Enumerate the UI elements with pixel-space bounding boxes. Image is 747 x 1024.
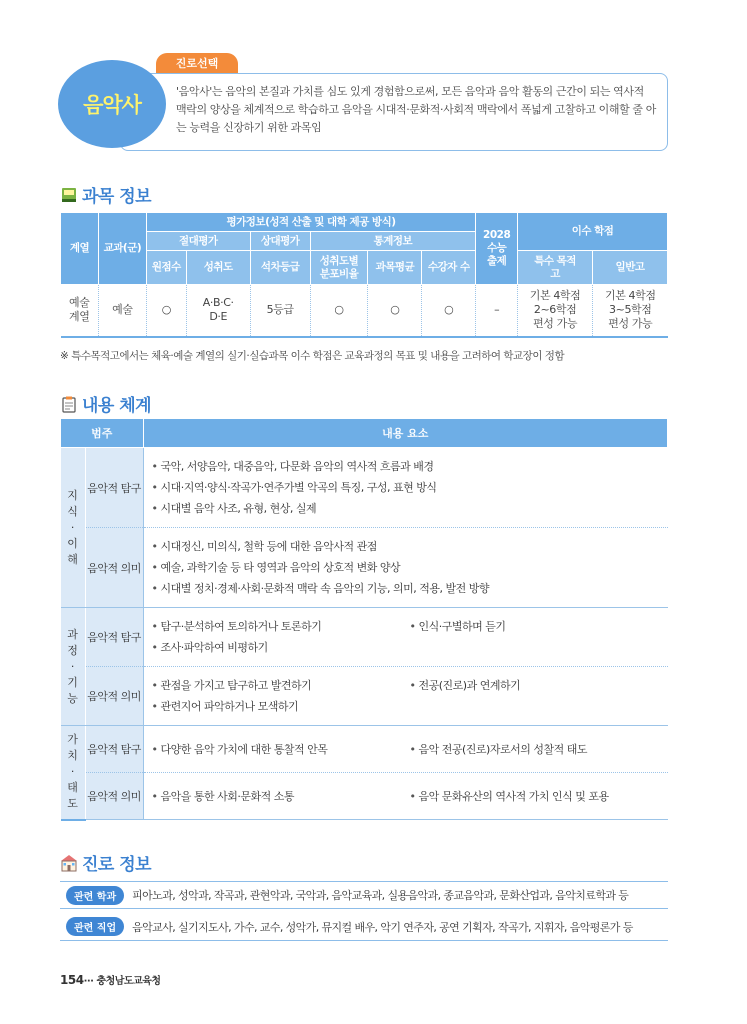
cell-average: ○ <box>368 285 422 337</box>
description-box <box>120 73 668 151</box>
cell-general-credits: 기본 4학점 3~5학점 편성 가능 <box>593 285 668 337</box>
th-relative: 상대평가 <box>250 232 310 251</box>
th-raw-score: 원점수 <box>146 251 186 285</box>
list-item: • 시대정신, 미의식, 철학 등에 대한 음악사적 관점 <box>152 536 668 557</box>
content-cell <box>143 667 668 726</box>
sub-category: 음악적 탐구 <box>85 608 143 667</box>
section-content-system <box>60 391 151 416</box>
th-general-school: 일반고 <box>593 251 668 285</box>
cell-rank: 5등급 <box>250 285 310 337</box>
content-table <box>60 418 668 821</box>
related-departments-label: 관련 학과 <box>66 886 124 905</box>
section-title: 과목 정보 <box>82 187 152 207</box>
sub-category: 음악적 의미 <box>85 528 143 608</box>
content-cell <box>143 448 668 528</box>
subject-title: 음악사 <box>83 93 141 117</box>
subject-badge <box>58 60 166 148</box>
cell-special-credits: 기본 4학점 2~6학점 편성 가능 <box>518 285 593 337</box>
th-subject-group: 교과(군) <box>98 213 146 285</box>
content-cell <box>143 726 668 773</box>
th-eval-info: 평가정보(성적 산출 및 대학 제공 방식) <box>146 213 475 232</box>
list-item: • 조사·파악하여 비평하기 <box>152 637 410 658</box>
th-credits: 이수 학점 <box>518 213 668 251</box>
section-title: 내용 체계 <box>82 396 152 416</box>
publisher: 충청남도교육청 <box>96 976 161 987</box>
content-cell <box>143 773 668 820</box>
section-subject-info <box>60 182 151 207</box>
list-item: • 시대별 정치·경제·사회·문화적 맥락 속 음악의 기능, 의미, 적용, 발전 방향 <box>152 578 668 599</box>
page-footer <box>60 972 161 987</box>
section-title: 진로 정보 <box>82 855 152 875</box>
sub-category: 음악적 의미 <box>85 773 143 820</box>
list-item: • 음악 전공(진로)자로서의 성찰적 태도 <box>410 739 668 760</box>
list-item: • 다양한 음악 가치에 대한 통찰적 안목 <box>152 739 410 760</box>
th-rank: 석차등급 <box>250 251 310 285</box>
cell-distribution: ○ <box>310 285 368 337</box>
list-item: • 음악을 통한 사회·문화적 소통 <box>152 786 410 807</box>
sub-category: 음악적 탐구 <box>85 448 143 528</box>
clipboard-icon <box>60 395 78 413</box>
school-icon <box>60 854 78 872</box>
page-number: 154 <box>60 973 84 987</box>
cell-achievement: A·B·C· D·E <box>186 285 250 337</box>
th-distribution: 성취도별 분포비율 <box>310 251 368 285</box>
cell-csat: – <box>476 285 518 337</box>
list-item: • 국악, 서양음악, 대중음악, 다문화 음악의 역사적 흐름과 배경 <box>152 456 668 477</box>
th-absolute: 절대평가 <box>146 232 250 251</box>
th-count: 수강자 수 <box>422 251 476 285</box>
th-category: 범주 <box>61 419 144 448</box>
list-item: • 시대별 음악 사조, 유형, 현상, 실제 <box>152 498 668 519</box>
th-field: 계열 <box>61 213 99 285</box>
list-item: • 관련지어 파악하거나 모색하기 <box>152 696 410 717</box>
book-icon <box>60 186 78 204</box>
th-elements: 내용 요소 <box>143 419 668 448</box>
content-cell <box>143 608 668 667</box>
cell-count: ○ <box>422 285 476 337</box>
related-departments-row <box>60 881 668 909</box>
th-achievement: 성취도 <box>186 251 250 285</box>
credits-note: ※ 특수목적고에서는 체육·예술 계열의 실기·실습과목 이수 학점은 교육과정의 목표 및 내용을 고려하여 학교장이 정함 <box>60 350 565 362</box>
footer-dots: ··· <box>83 976 94 987</box>
related-departments-text: 피아노과, 성악과, 작곡과, 관현악과, 국악과, 음악교육과, 실용음악과, 종교음악과, 문화산업과, 음악치료학과 등 <box>132 889 629 902</box>
list-item: • 음악 문화유산의 역사적 가치 인식 및 포용 <box>410 786 668 807</box>
list-item: • 탐구·분석하여 토의하거나 토론하기 <box>152 616 410 637</box>
course-type-tag: 진로선택 <box>156 53 238 75</box>
category-knowledge: 지 식 · 이 해 <box>61 448 86 608</box>
list-item: • 예술, 과학기술 등 타 영역과 음악의 상호적 변화 양상 <box>152 557 668 578</box>
cell-field: 예술 계열 <box>61 285 99 337</box>
section-career <box>60 850 151 875</box>
related-jobs-label: 관련 직업 <box>66 917 124 936</box>
related-jobs-text: 음악교사, 실기지도사, 가수, 교수, 성악가, 뮤지컬 배우, 악기 연주자, 공연 기획자, 작곡가, 지휘자, 음악평론가 등 <box>132 920 633 934</box>
related-jobs-row <box>60 913 668 941</box>
category-values: 가 치 · 태 도 <box>61 726 86 820</box>
th-csat: 2028 수능 출제 <box>476 213 518 285</box>
list-item: • 시대·지역·양식·작곡가·연주가별 악곡의 특징, 구성, 표현 방식 <box>152 477 668 498</box>
content-cell <box>143 528 668 608</box>
th-special-school: 특수 목적고 <box>518 251 593 285</box>
subject-info-table <box>60 212 668 338</box>
th-average: 과목평균 <box>368 251 422 285</box>
th-stats: 통계정보 <box>310 232 476 251</box>
category-process: 과 정 · 기 능 <box>61 608 86 726</box>
cell-raw-score: ○ <box>146 285 186 337</box>
list-item: • 전공(진로)과 연계하기 <box>410 675 668 696</box>
cell-subject-group: 예술 <box>98 285 146 337</box>
sub-category: 음악적 의미 <box>85 667 143 726</box>
list-item: • 관점을 가지고 탐구하고 발견하기 <box>152 675 410 696</box>
description-text: '음악사'는 음악의 본질과 가치를 심도 있게 경험함으로써, 모든 음악과 음악 활동의 근간이 되는 역사적 맥락의 양상을 체계적으로 학습하고 음악을 시대적·문화적·사회적 맥락에서 폭넓게 고찰하고 이해할 줄 아는 능력을 신장하기 위한 과목임 <box>176 85 656 134</box>
sub-category: 음악적 탐구 <box>85 726 143 773</box>
list-item: • 인식·구별하며 듣기 <box>410 616 668 637</box>
